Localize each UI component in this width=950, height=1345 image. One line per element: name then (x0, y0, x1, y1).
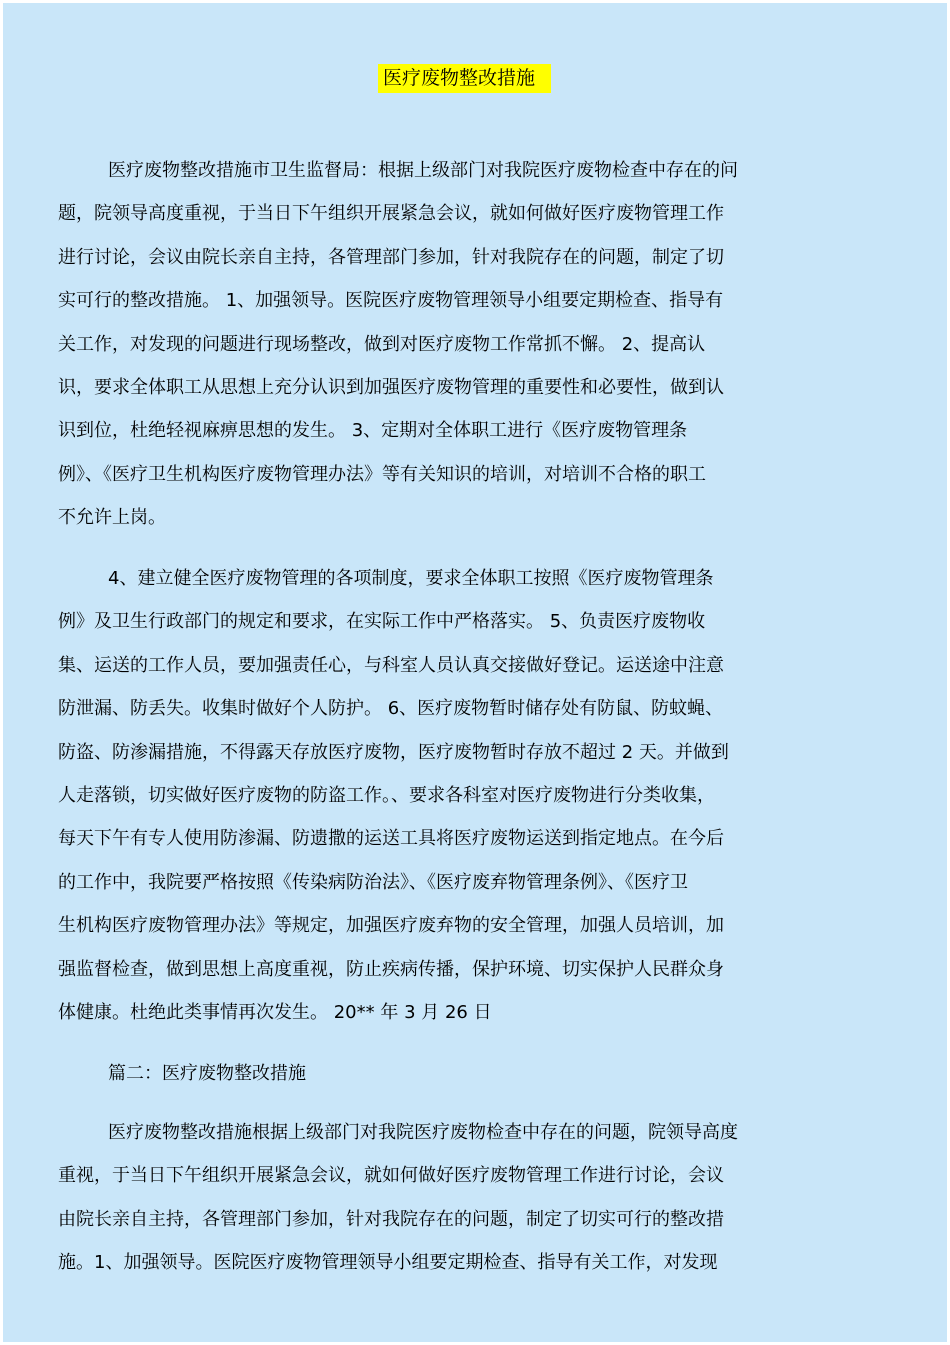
paragraph-line: 题，院领导高度重视，于当日下午组织开展紧急会议，就如何做好医疗废物管理工作 (58, 203, 724, 225)
paragraph-line: 防泄漏、防丢失。收集时做好个人防护。 6、医疗废物暂时储存处有防鼠、防蚊蝇、 (58, 698, 724, 720)
document-title: 医疗废物整改措施 (378, 64, 551, 93)
paragraph-line: 重视，于当日下午组织开展紧急会议，就如何做好医疗废物管理工作进行讨论，会议 (58, 1165, 724, 1187)
paragraph-line: 例》及卫生行政部门的规定和要求，在实际工作中严格落实。 5、负责医疗废物收 (58, 611, 706, 633)
paragraph-line: 由院长亲自主持，各管理部门参加，针对我院存在的问题，制定了切实可行的整改措 (58, 1208, 724, 1230)
paragraph-line: 医疗废物整改措施根据上级部门对我院医疗废物检查中存在的问题，院领导高度 (108, 1122, 738, 1143)
paragraph-line: 例》、《医疗卫生机构医疗废物管理办法》等有关知识的培训，对培训不合格的职工 (58, 463, 706, 485)
paragraph-line: 人走落锁，切实做好医疗废物的防盗工作。、要求各科室对医疗废物进行分类收集， (58, 784, 715, 806)
paragraph-line: 体健康。杜绝此类事情再次发生。 20** 年 3 月 26 日 (58, 1001, 492, 1023)
paragraph-line: 识到位，杜绝轻视麻痹思想的发生。 3、定期对全体职工进行《医疗废物管理条 (58, 420, 688, 442)
paragraph-line: 强监督检查，做到思想上高度重视，防止疾病传播，保护环境、切实保护人民群众身 (58, 958, 724, 980)
paragraph-line: 的工作中，我院要严格按照《传染病防治法》、《医疗废弃物管理条例》、《医疗卫 (58, 871, 688, 893)
paragraph-line: 4、建立健全医疗废物管理的各项制度，要求全体职工按照《医疗废物管理条 (108, 568, 714, 589)
paragraph-line: 防盗、防渗漏措施，不得露天存放医疗废物，医疗废物暂时存放不超过 2 天。并做到 (58, 741, 729, 763)
paragraph-line: 识，要求全体职工从思想上充分认识到加强医疗废物管理的重要性和必要性，做到认 (58, 376, 724, 398)
paragraph-line: 不允许上岗。 (58, 507, 166, 529)
paragraph-1 (58, 149, 848, 540)
section-heading (58, 1052, 848, 1095)
paragraph-line: 集、运送的工作人员，要加强责任心，与科室人员认真交接做好登记。运送途中注意 (58, 654, 724, 676)
paragraph-line: 医疗废物整改措施市卫生监督局：根据上级部门对我院医疗废物检查中存在的问 (108, 160, 738, 181)
paragraph-line: 实可行的整改措施。 1、加强领导。医院医疗废物管理领导小组要定期检查、指导有 (58, 290, 724, 312)
paragraph-3 (58, 1111, 848, 1285)
paragraph-2 (58, 557, 848, 1034)
paragraph-line: 每天下午有专人使用防渗漏、防遗撒的运送工具将医疗废物运送到指定地点。在今后 (58, 828, 724, 850)
document-page (3, 3, 947, 1342)
section-heading-text: 篇二：医疗废物整改措施 (108, 1063, 306, 1084)
paragraph-line: 施。1、加强领导。医院医疗废物管理领导小组要定期检查、指导有关工作，对发现 (58, 1252, 718, 1274)
paragraph-line: 关工作，对发现的问题进行现场整改，做到对医疗废物工作常抓不懈。 2、提高认 (58, 333, 706, 355)
paragraph-line: 生机构医疗废物管理办法》等规定，加强医疗废弃物的安全管理，加强人员培训，加 (58, 915, 724, 937)
paragraph-line: 进行讨论，会议由院长亲自主持，各管理部门参加，针对我院存在的问题，制定了切 (58, 246, 724, 268)
